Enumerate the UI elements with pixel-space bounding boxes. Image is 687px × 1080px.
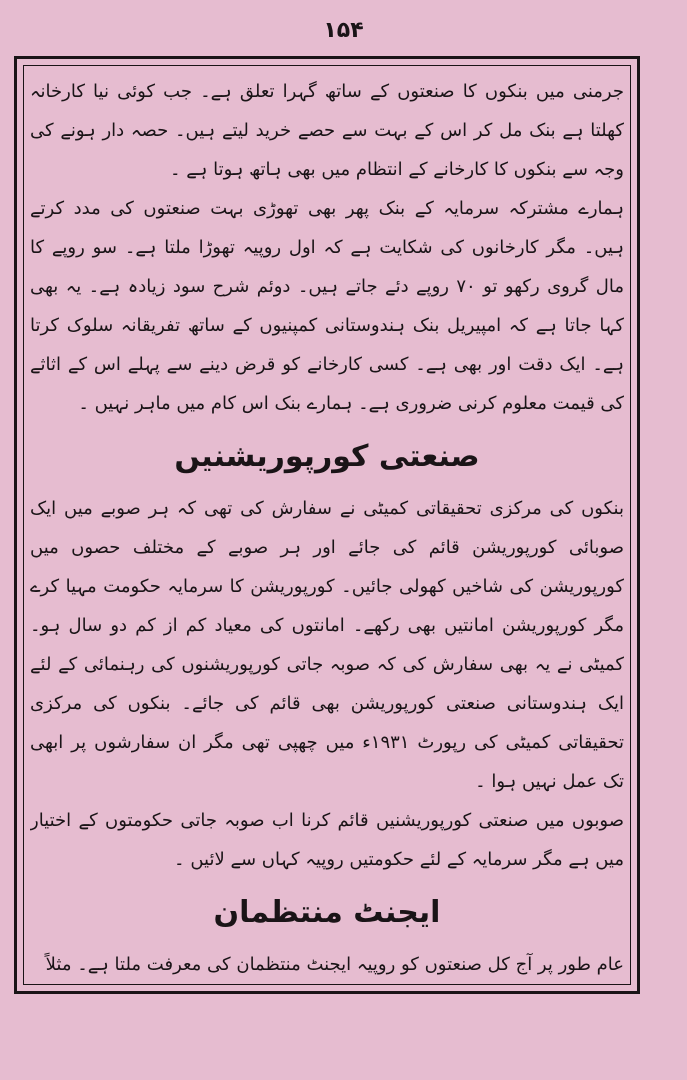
paragraph-joint-stock-banks: ہمارے مشترکہ سرمایہ کے بنک پھر بھی تھوڑی بہت صنعتوں کی مدد کرتے ہیں۔ مگر کارخانوں کی شکایت ہے کہ اول روپیہ تھوڑا ملتا ہے۔ سو روپے کا مال گروی رکھو تو ۷۰ روپے دئے جاتے ہیں۔ دوئم شرح سود زیادہ ہے۔ یہ بھی کہا جاتا ہے کہ امپیریل بنک ہندوستانی کمپنیوں کے ساتھ تفریقانہ سلوک کرتا ہے۔ ایک دقت اور بھی ہے۔ کسی کارخانے کو قرض دینے سے پہلے اس کے اثاثے کی قیمت معلوم کرنی ضروری ہے۔ ہمارے بنک اس کام میں ماہر نہیں ۔ <box>30 198 624 414</box>
paragraph-germany-banks: جرمنی میں بنکوں کا صنعتوں کے ساتھ گہرا تعلق ہے۔ جب کوئی نیا کارخانہ کھلتا ہے بنک مل کر اس کے بہت سے حصے خرید لیتے ہیں۔ حصہ دار ہونے کی وجہ سے بنکوں کا کارخانے کے انتظام میں بھی ہاتھ ہوتا ہے ۔ <box>30 81 624 180</box>
paragraph-committee-recommendation: بنکوں کی مرکزی تحقیقاتی کمیٹی نے سفارش کی تھی کہ ہر صوبے میں ایک صوبائی کورپوریشن قائم کی جائے اور ہر صوبے کے مختلف حصوں میں کورپوریشن کی شاخیں کھولی جائیں۔ کورپوریشن کا سرمایہ حکومت مہیا کرے مگر کورپوریشن امانتیں بھی رکھے۔ امانتوں کی معیاد کم از کم دو سال ہو۔ کمیٹی نے یہ بھی سفارش کی کہ صوبہ جاتی کورپوریشنوں کی رہنمائی کے لئے ایک ہندوستانی صنعتی کورپوریشن بھی قائم کی جائے۔ بنکوں کی مرکزی تحقیقاتی کمیٹی کی رپورٹ ۱۹۳۱ء میں چھپی تھی مگر ان سفارشوں پر ابھی تک عمل نہیں ہوا ۔ <box>30 498 624 792</box>
heading-industrial-corporations: صنعتی کورپوریشنیں <box>174 439 480 474</box>
paragraph-managing-agents: عام طور پر آج کل صنعتوں کو روپیہ ایجنٹ منتظمان کی معرفت ملتا ہے۔ مثلاً <box>45 954 624 975</box>
heading-managing-agents: ایجنٹ منتظمان <box>213 895 441 930</box>
page-body <box>30 72 624 977</box>
paragraph-provincial-corporations: صوبوں میں صنعتی کورپوریشنیں قائم کرنا اب صوبہ جاتی حکومتوں کے اختیار میں ہے مگر سرمایہ کے لئے حکومتیں روپیہ کہاں سے لائیں ۔ <box>30 810 624 870</box>
page-number: ۱۵۴ <box>323 18 364 43</box>
